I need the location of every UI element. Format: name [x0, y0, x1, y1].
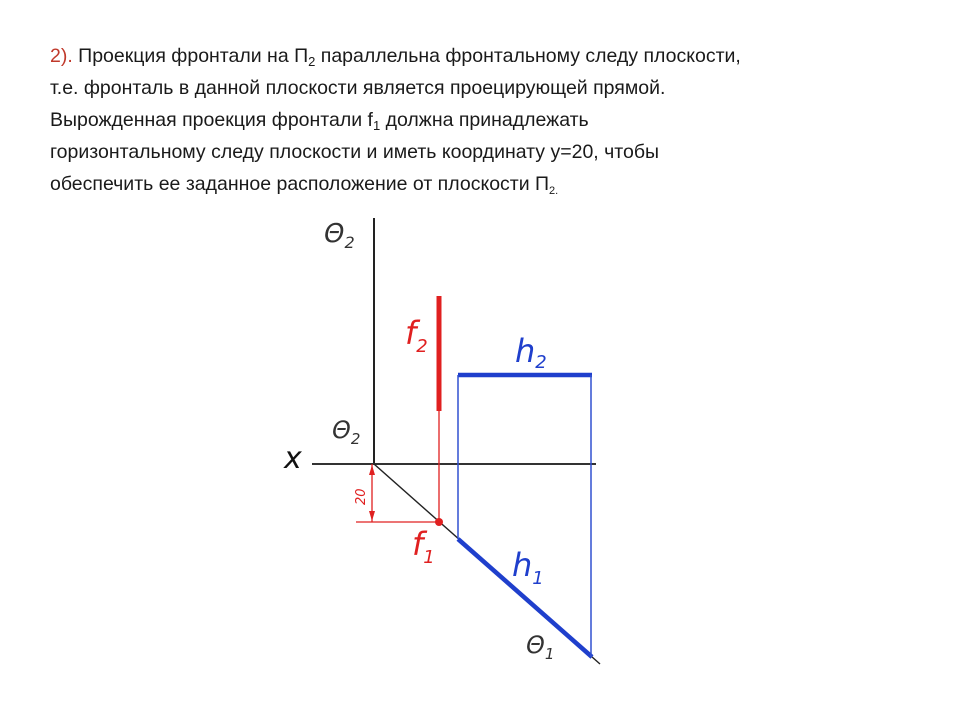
item-number: 2). [50, 45, 73, 67]
text-l3-sub: 1 [372, 118, 381, 133]
text-line-4: горизонтальному следу плоскости и иметь координату y=20, чтобы [50, 141, 660, 163]
h2-label: h2 [515, 332, 547, 373]
text-l5-sub: 2. [549, 185, 559, 197]
theta-bottom-label: $\Theta_1$ [526, 631, 555, 663]
text-l3-b: должна принадлежать [380, 109, 589, 131]
dimension-arrow-bottom [369, 511, 375, 521]
theta-axis-label: $\Theta_2$ [332, 416, 361, 448]
dimension-label: 20 [354, 488, 369, 505]
f1-point [435, 518, 443, 526]
text-l5-a: обеспечить ее заданное расположение от плоскости П [50, 173, 550, 195]
h1-label: $h_1$ [512, 546, 544, 589]
dimension-arrow-top [369, 465, 375, 475]
text-l1-sub: 2 [308, 54, 316, 69]
theta-top-label: $\Theta_2$ [324, 219, 355, 252]
text-line-2: т.е. фронталь в данной плоскости является проецирующей прямой. [50, 77, 666, 99]
text-l1-a: Проекция фронтали на П [72, 45, 309, 67]
f2-label: $f_2$ [405, 314, 428, 357]
f1-label: $f_1$ [412, 525, 435, 568]
x-axis-label: x [284, 441, 302, 476]
text-l1-b: параллельна фронтальному следу плоскости, [315, 45, 741, 67]
text-l3-a: Вырожденная проекция фронтали f [50, 109, 373, 131]
